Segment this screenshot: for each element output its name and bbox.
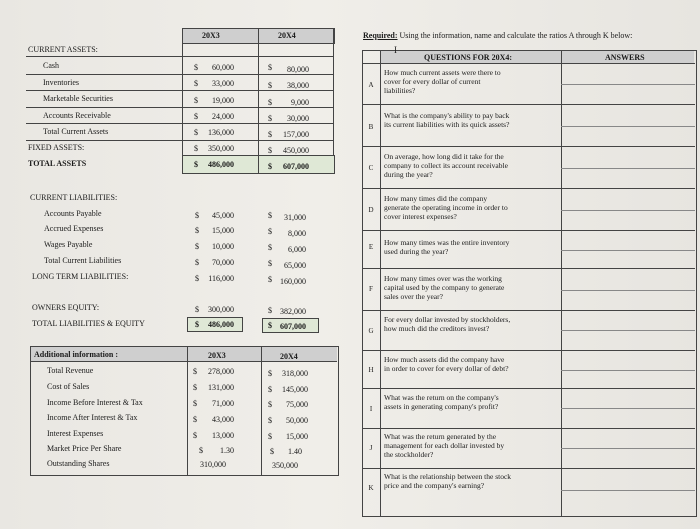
currency-sign: $ bbox=[194, 96, 198, 105]
currency-sign: $ bbox=[268, 146, 272, 155]
value-20x4: 65,000 bbox=[284, 261, 306, 270]
value-20x3: 60,000 bbox=[212, 63, 234, 72]
row-label: Accrued Expenses bbox=[44, 224, 104, 233]
questions-column-header: QUESTIONS FOR 20X4: bbox=[424, 53, 513, 62]
value-20x3: 486,000 bbox=[208, 320, 234, 329]
currency-sign: $ bbox=[195, 305, 199, 314]
currency-sign: $ bbox=[195, 320, 199, 329]
value-20x3: 136,000 bbox=[208, 128, 234, 137]
col-header-20x3: 20X3 bbox=[202, 31, 220, 40]
question-text: What is the relationship between the stock price and the company's earning? bbox=[384, 472, 512, 490]
question-text: How many times did the company generate the operating income in order to cover interest expenses? bbox=[384, 194, 508, 221]
currency-sign: $ bbox=[195, 258, 199, 267]
answer-cell-b[interactable] bbox=[563, 106, 693, 145]
question-text: How much assets did the company have in order to cover for every dollar of debt? bbox=[384, 355, 509, 373]
currency-sign: $ bbox=[195, 242, 199, 251]
value-20x3: 310,000 bbox=[200, 460, 226, 469]
currency-sign: $ bbox=[268, 227, 272, 236]
row-label: Accounts Receivable bbox=[43, 111, 111, 120]
currency-sign: $ bbox=[195, 226, 199, 235]
question-text: How many times over was the working capital used by the company to generate sales over the year? bbox=[384, 274, 505, 301]
row-label: FIXED ASSETS: bbox=[28, 143, 85, 152]
question-letter: H bbox=[368, 366, 374, 374]
currency-sign: $ bbox=[268, 275, 272, 284]
required-text: Using the information, name and calculate the ratios A through K below: bbox=[397, 31, 633, 40]
value-20x4: 160,000 bbox=[280, 277, 306, 286]
currency-sign: $ bbox=[268, 81, 272, 90]
row-label: Income After Interest & Tax bbox=[47, 413, 138, 422]
col-header-20x4: 20X4 bbox=[280, 352, 298, 361]
currency-sign: $ bbox=[193, 383, 197, 392]
value-20x4: 50,000 bbox=[286, 416, 308, 425]
row-label: Market Price Per Share bbox=[47, 444, 122, 453]
question-letter: E bbox=[368, 243, 374, 251]
answer-cell-i[interactable] bbox=[563, 390, 693, 427]
row-label: Cost of Sales bbox=[47, 382, 90, 391]
answer-cell-g[interactable] bbox=[563, 312, 693, 349]
value-20x3: 278,000 bbox=[208, 367, 234, 376]
currency-sign: $ bbox=[194, 128, 198, 137]
currency-sign: $ bbox=[194, 79, 198, 88]
row-label: Interest Expenses bbox=[47, 429, 104, 438]
value-20x4: 450,000 bbox=[283, 146, 309, 155]
question-text: On average, how long did it take for the company to collect its account receivable during the year? bbox=[384, 152, 508, 179]
question-letter: I bbox=[369, 405, 373, 413]
currency-sign: $ bbox=[268, 369, 272, 378]
current-assets-heading: CURRENT ASSETS: bbox=[28, 45, 98, 54]
currency-sign: $ bbox=[268, 130, 272, 139]
currency-sign: $ bbox=[195, 211, 199, 220]
currency-sign: $ bbox=[268, 114, 272, 123]
text-cursor-icon: I bbox=[394, 45, 397, 55]
row-label: Inventories bbox=[43, 78, 79, 87]
question-letter: D bbox=[368, 206, 374, 214]
value-20x4: 607,000 bbox=[283, 162, 309, 171]
value-20x3: 71,000 bbox=[212, 399, 234, 408]
value-20x4: 350,000 bbox=[272, 461, 298, 470]
currency-sign: $ bbox=[194, 160, 198, 169]
value-20x4: 382,000 bbox=[280, 307, 306, 316]
currency-sign: $ bbox=[195, 274, 199, 283]
value-20x4: 15,000 bbox=[286, 432, 308, 441]
question-letter: A bbox=[368, 81, 374, 89]
currency-sign: $ bbox=[268, 211, 272, 220]
answer-cell-j[interactable] bbox=[563, 430, 693, 467]
value-20x3: 116,000 bbox=[208, 274, 234, 283]
value-20x3: 70,000 bbox=[212, 258, 234, 267]
currency-sign: $ bbox=[199, 446, 203, 455]
value-20x3: 19,000 bbox=[212, 96, 234, 105]
value-20x4: 1.40 bbox=[288, 447, 302, 456]
value-20x3: 33,000 bbox=[212, 79, 234, 88]
col-header-20x3: 20X3 bbox=[208, 351, 226, 360]
row-label: Income Before Interest & Tax bbox=[47, 398, 143, 407]
required-instructions bbox=[363, 31, 632, 41]
value-20x4: 145,000 bbox=[282, 385, 308, 394]
value-20x4: 8,000 bbox=[288, 229, 306, 238]
row-label: Outstanding Shares bbox=[47, 459, 110, 468]
currency-sign: $ bbox=[194, 63, 198, 72]
answer-cell-e[interactable] bbox=[563, 232, 693, 267]
question-letter: K bbox=[368, 484, 374, 492]
question-letter: B bbox=[368, 123, 374, 131]
answer-cell-a[interactable] bbox=[563, 65, 693, 103]
value-20x4: 30,000 bbox=[287, 114, 309, 123]
currency-sign: $ bbox=[268, 259, 272, 268]
answer-cell-h[interactable] bbox=[563, 352, 693, 387]
question-letter: G bbox=[368, 327, 374, 335]
value-20x4: 157,000 bbox=[283, 130, 309, 139]
value-20x4: 38,000 bbox=[287, 81, 309, 90]
row-label: Accounts Payable bbox=[44, 209, 102, 218]
row-label: Wages Payable bbox=[44, 240, 93, 249]
currency-sign: $ bbox=[268, 63, 272, 72]
currency-sign: $ bbox=[268, 321, 272, 330]
row-label: OWNERS EQUITY: bbox=[32, 303, 100, 312]
additional-info-heading: Additional information : bbox=[34, 350, 119, 359]
currency-sign: $ bbox=[268, 306, 272, 315]
value-20x3: 131,000 bbox=[208, 383, 234, 392]
question-letter: J bbox=[369, 444, 373, 452]
row-label: Total Revenue bbox=[47, 366, 94, 375]
value-20x3: 10,000 bbox=[212, 242, 234, 251]
currency-sign: $ bbox=[193, 431, 197, 440]
currency-sign: $ bbox=[194, 144, 198, 153]
value-20x3: 300,000 bbox=[208, 305, 234, 314]
currency-sign: $ bbox=[194, 112, 198, 121]
currency-sign: $ bbox=[268, 98, 272, 107]
value-20x3: 15,000 bbox=[212, 226, 234, 235]
question-text: What was the return generated by the management for each dollar invested by the stockholder? bbox=[384, 432, 505, 459]
question-letter: F bbox=[369, 285, 373, 293]
required-prefix: Required: bbox=[363, 31, 398, 40]
question-text: What is the company's ability to pay back its current liabilities with its quick assets? bbox=[384, 111, 510, 129]
currency-sign: $ bbox=[268, 416, 272, 425]
value-20x3: 43,000 bbox=[212, 415, 234, 424]
value-20x3: 486,000 bbox=[208, 160, 234, 169]
answer-cell-c[interactable] bbox=[563, 148, 693, 187]
currency-sign: $ bbox=[268, 243, 272, 252]
currency-sign: $ bbox=[268, 162, 272, 171]
row-label: Marketable Securities bbox=[43, 94, 113, 103]
value-20x4: 31,000 bbox=[284, 213, 306, 222]
value-20x4: 607,000 bbox=[280, 322, 306, 331]
answers-column-header: ANSWERS bbox=[605, 53, 645, 62]
question-text: How much current assets were there to cover for every dollar of current liabilities? bbox=[384, 68, 501, 95]
value-20x4: 80,000 bbox=[287, 65, 309, 74]
value-20x3: 24,000 bbox=[212, 112, 234, 121]
answer-cell-d[interactable] bbox=[563, 190, 693, 229]
col-header-20x4: 20X4 bbox=[278, 31, 296, 40]
value-20x4: 75,000 bbox=[286, 400, 308, 409]
question-text: How many times was the entire inventory used during the year? bbox=[384, 238, 510, 256]
currency-sign: $ bbox=[193, 415, 197, 424]
value-20x3: 45,000 bbox=[212, 211, 234, 220]
currency-sign: $ bbox=[193, 367, 197, 376]
answer-cell-f[interactable] bbox=[563, 270, 693, 309]
current-liabilities-heading: CURRENT LIABILITIES: bbox=[30, 193, 118, 202]
value-20x3: 350,000 bbox=[208, 144, 234, 153]
currency-sign: $ bbox=[270, 447, 274, 456]
currency-sign: $ bbox=[268, 385, 272, 394]
row-label: LONG TERM LIABILITIES: bbox=[32, 272, 129, 281]
value-20x4: 318,000 bbox=[282, 369, 308, 378]
row-label: Total Current Assets bbox=[43, 127, 109, 136]
question-text: What was the return on the company's assets in generating company's profit? bbox=[384, 393, 499, 411]
currency-sign: $ bbox=[268, 400, 272, 409]
row-label: TOTAL LIABILITIES & EQUITY bbox=[32, 319, 145, 328]
question-letter: C bbox=[368, 164, 374, 172]
value-20x3: 1.30 bbox=[220, 446, 234, 455]
answer-cell-k[interactable] bbox=[563, 470, 693, 514]
question-text: For every dollar invested by stockholders, how much did the creditors invest? bbox=[384, 315, 511, 333]
value-20x4: 6,000 bbox=[288, 245, 306, 254]
row-label: Total Current Liabilities bbox=[44, 256, 122, 265]
row-label: TOTAL ASSETS bbox=[28, 159, 87, 168]
currency-sign: $ bbox=[193, 399, 197, 408]
value-20x4: 9,000 bbox=[291, 98, 309, 107]
currency-sign: $ bbox=[268, 432, 272, 441]
value-20x3: 13,000 bbox=[212, 431, 234, 440]
row-label: Cash bbox=[43, 61, 59, 70]
